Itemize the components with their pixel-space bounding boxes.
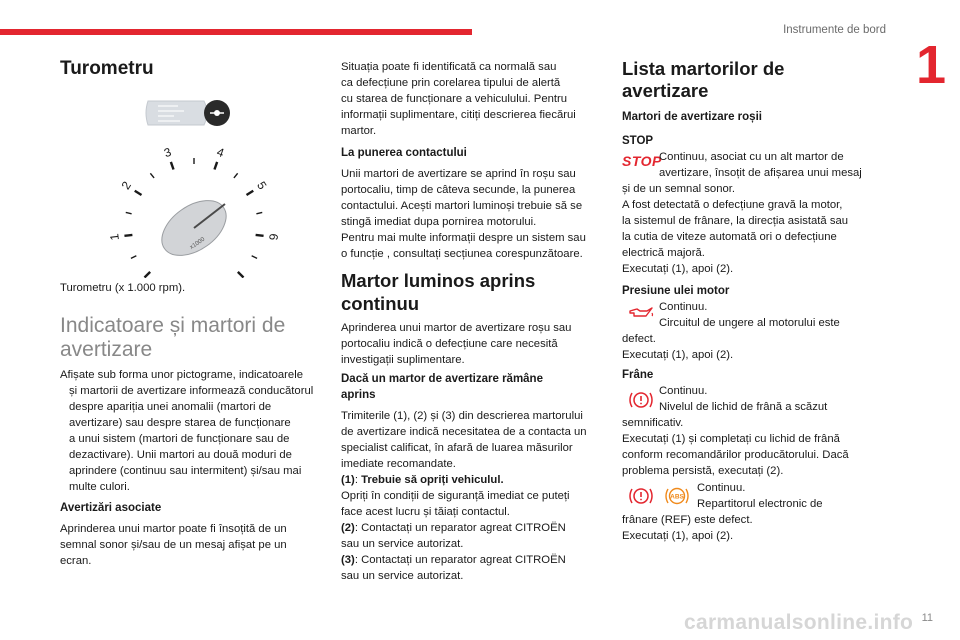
dial-minor-tick bbox=[126, 212, 132, 213]
stop-description bbox=[622, 149, 892, 277]
text-line: la cutia de viteze automată ori o defecțiune bbox=[622, 231, 837, 243]
reference-1-sep: : bbox=[354, 474, 362, 486]
dial-minor-tick bbox=[256, 212, 262, 213]
reference-1-line bbox=[341, 472, 587, 488]
intro-line: despre apariția unei anomalii (martori de bbox=[69, 401, 272, 413]
dial-center-label: x1000 bbox=[189, 236, 207, 251]
reference-2-number: (2) bbox=[341, 522, 355, 534]
text-line: contactului. Acești martori luminoși trebuie să se bbox=[341, 200, 583, 212]
text-line: avertizare, însoțit de afișarea unui mesaj bbox=[659, 167, 862, 179]
text-line: sau un service autorizat. bbox=[341, 570, 464, 582]
header-section-title: Instrumente de bord bbox=[783, 24, 886, 36]
instrument-cluster-icon bbox=[144, 97, 236, 129]
dial-major-tick bbox=[238, 272, 244, 278]
ignition-paragraph bbox=[341, 166, 586, 262]
reference-1-bold: Trebuie să opriți vehiculul. bbox=[361, 474, 504, 486]
intro-line: multe culori. bbox=[69, 481, 130, 493]
steady-light-title-line2: continuu bbox=[341, 293, 420, 314]
section-title-line2: avertizare bbox=[60, 338, 153, 361]
text-line: frânare (REF) este defect. bbox=[622, 514, 753, 526]
reference-1-number: (1) bbox=[341, 474, 355, 486]
status-paragraph bbox=[341, 59, 576, 139]
assoc-line: semnal sonor și/sau de un mesaj afișat pe un bbox=[60, 539, 287, 551]
text-line: Pentru mai multe informații despre un sistem sau bbox=[341, 232, 586, 244]
chapter-number: 1 bbox=[915, 35, 946, 95]
intro-line: avertizare) sau despre starea de funcționare bbox=[69, 417, 291, 429]
dial-major-tick bbox=[214, 162, 217, 170]
reference-3-number: (3) bbox=[341, 554, 355, 566]
dial-number: 6 bbox=[266, 232, 281, 242]
associated-alerts-paragraph bbox=[60, 521, 287, 569]
dial-number: 1 bbox=[107, 232, 122, 242]
stop-warning-icon: STOP bbox=[622, 153, 662, 169]
dial-number: 2 bbox=[118, 178, 134, 192]
reference-3-text: : Contactați un reparator agreat CITROËN bbox=[354, 554, 566, 566]
text-line: Executați (1), apoi (2). bbox=[622, 530, 734, 542]
text-line: Nivelul de lichid de frână a scăzut bbox=[659, 401, 828, 413]
text-line: Executați (1), apoi (2). bbox=[622, 263, 734, 275]
dial-minor-tick bbox=[131, 256, 136, 259]
watermark: carmanualsonline.info bbox=[684, 611, 914, 634]
text-line: informații suplimentare, citiți descrierea fiecărui bbox=[341, 109, 576, 121]
text-line: și de un semnal sonor. bbox=[622, 183, 736, 195]
intro-line: și martorii de avertizare informează conducătorul bbox=[69, 385, 314, 397]
intro-line: a unui sistem (martori de funcționare sau de bbox=[69, 433, 290, 445]
text-line: Executați (1) și completați cu lichid de frână bbox=[622, 433, 840, 445]
steady-light-paragraph bbox=[341, 320, 571, 368]
page-number: 11 bbox=[921, 612, 933, 624]
text-line: Executați (1), apoi (2). bbox=[622, 349, 734, 361]
warning-list-title-line1: Lista martorilor de bbox=[622, 58, 785, 79]
text-line: Situația poate fi identificată ca normală sau bbox=[341, 61, 557, 73]
text-line: Trimiterile (1), (2) și (3) din descrierea martorului bbox=[341, 410, 583, 422]
intro-line: Afișate sub forma unor pictograme, indicatoarele bbox=[60, 369, 304, 381]
dial-number: 5 bbox=[254, 178, 270, 192]
text-line: sau un service autorizat. bbox=[341, 538, 464, 550]
intro-paragraph bbox=[60, 367, 325, 495]
text-line: Continuu. bbox=[659, 385, 708, 397]
reference-2-text: : Contactați un reparator agreat CITROËN bbox=[354, 522, 566, 534]
text-line: Repartitorul electronic de bbox=[697, 498, 823, 510]
stop-title: STOP bbox=[622, 135, 654, 147]
steady-light-title-line1: Martor luminos aprins bbox=[341, 270, 536, 291]
references-paragraph bbox=[341, 408, 587, 584]
text-line: ca defecțiune prin corelarea tipului de alertă bbox=[341, 77, 561, 89]
text-line: Circuitul de ungere al motorului este bbox=[659, 317, 840, 329]
dial-number: 4 bbox=[214, 144, 226, 161]
text-line: problema persistă, executați (2). bbox=[622, 465, 784, 477]
text-line: Opriți în condiții de siguranță imediat ce puteți bbox=[341, 490, 570, 502]
section-title-line1: Indicatoare și martori de bbox=[60, 314, 286, 337]
tachometer-dial bbox=[104, 136, 284, 278]
text-line: defect. bbox=[622, 333, 656, 345]
associated-alerts-title: Avertizări asociate bbox=[60, 502, 162, 514]
tachometer-caption: Turometru (x 1.000 rpm). bbox=[60, 282, 186, 294]
text-line: Continuu. bbox=[697, 482, 746, 494]
reference-3-line bbox=[341, 552, 587, 568]
text-line: Aprinderea unui martor de avertizare roșu sau bbox=[341, 322, 572, 334]
remains-lit-title-line1: Dacă un martor de avertizare rămâne bbox=[341, 373, 543, 385]
assoc-line: ecran. bbox=[60, 555, 92, 567]
text-line: cu starea de funcționare a vehiculului. Pentru bbox=[341, 93, 568, 105]
text-line: o funcție , consultați secțiunea corespunzătoare. bbox=[341, 248, 583, 260]
ignition-title: La punerea contactului bbox=[341, 147, 467, 159]
text-line: imediate recomandate. bbox=[341, 458, 456, 470]
text-line: la sistemul de frânare, la direcția asistată sau bbox=[622, 215, 849, 227]
dial-major-tick bbox=[256, 235, 264, 236]
dial-minor-tick bbox=[252, 256, 257, 259]
text-line: portocaliu, timp de câteva secunde, la punerea bbox=[341, 184, 576, 196]
text-line: Unii martori de avertizare se aprind în roșu sau bbox=[341, 168, 576, 180]
remains-lit-title-line2: aprins bbox=[341, 389, 376, 401]
text-line: de avertizare indică necesitatea de a contacta un bbox=[341, 426, 587, 438]
abs-icon-label: ABS bbox=[670, 493, 684, 501]
text-line: semnificativ. bbox=[622, 417, 684, 429]
text-line: conform recomandărilor producătorului. Dacă bbox=[622, 449, 849, 461]
text-line: electrică majoră. bbox=[622, 247, 705, 259]
text-line: investigații suplimentare. bbox=[341, 354, 465, 366]
dial-minor-tick bbox=[150, 173, 154, 178]
tachometer-title: Turometru bbox=[60, 58, 154, 79]
dial-number bbox=[130, 277, 145, 278]
dial-major-tick bbox=[171, 162, 174, 170]
oil-pressure-description bbox=[622, 299, 892, 363]
oil-pressure-title: Presiune ulei motor bbox=[622, 285, 730, 297]
assoc-line: Aprinderea unui martor poate fi însoțită de un bbox=[60, 523, 287, 535]
header-red-bar bbox=[0, 29, 472, 35]
dial-major-tick bbox=[135, 191, 142, 195]
brakes-description bbox=[622, 383, 892, 479]
text-line: portocaliu indică o defecțiune care necesită bbox=[341, 338, 558, 350]
dial-major-tick bbox=[145, 272, 151, 278]
dial-minor-tick bbox=[234, 173, 238, 178]
intro-line: dezactivare). Unii martori au două moduri de bbox=[69, 449, 292, 461]
intro-line: aprindere (continuu sau intermitent) și/sau mai bbox=[69, 465, 302, 477]
red-warnings-title: Martori de avertizare roșii bbox=[622, 111, 762, 123]
text-line: specialist calificat, în afară de luarea măsurilor bbox=[341, 442, 573, 454]
dial-major-tick bbox=[124, 235, 132, 236]
text-line: face acest lucru și tăiați contactul. bbox=[341, 506, 510, 518]
text-line: Continuu, asociat cu un alt martor de bbox=[659, 151, 844, 163]
text-line: martor. bbox=[341, 125, 377, 137]
text-line: A fost detectată o defecțiune gravă la motor, bbox=[622, 199, 843, 211]
ref-description bbox=[622, 480, 892, 544]
text-line: Continuu. bbox=[659, 301, 708, 313]
dial-number bbox=[243, 277, 258, 278]
brakes-title: Frâne bbox=[622, 369, 654, 381]
dial-number: 3 bbox=[162, 144, 174, 161]
dial-major-tick bbox=[246, 191, 253, 195]
text-line: stingă imediat dupa pornirea motorului. bbox=[341, 216, 537, 228]
warning-list-title-line2: avertizare bbox=[622, 80, 709, 101]
reference-2-line bbox=[341, 520, 587, 536]
